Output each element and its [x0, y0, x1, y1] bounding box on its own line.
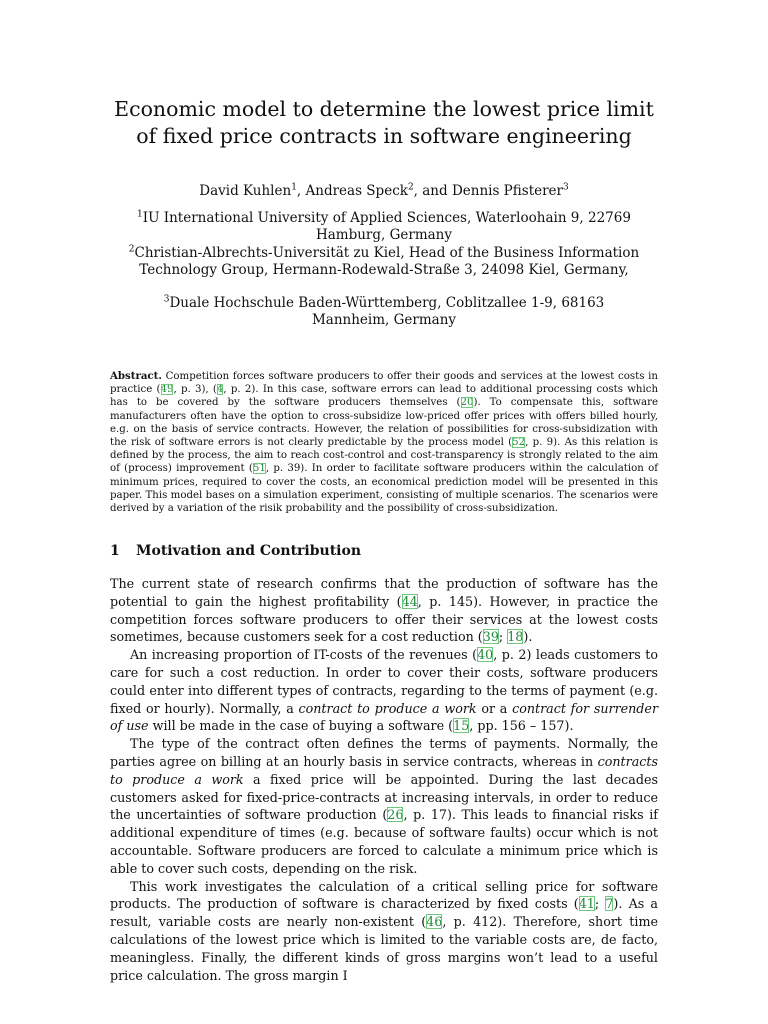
citation-link[interactable]: 46: [426, 914, 443, 930]
paragraph-text: The current state of research confirms that the production of software has the potential to gain the highest profitability (: [110, 576, 658, 609]
citation-link[interactable]: 7: [605, 896, 614, 912]
affiliation-line: [90, 245, 678, 262]
emphasis-text: contract for surrender of use: [110, 700, 659, 734]
author-separator: , and: [413, 183, 452, 199]
citation-link[interactable]: 52: [512, 437, 526, 449]
author-affiliation-mark: 1: [291, 182, 297, 193]
author-name: Dennis Pfisterer: [451, 183, 564, 199]
abstract-text: , p. 9). As this relation is defined by the process, the aim to reach cost-control and cost-transparency is strongly related to the aim of (process) improvement (: [110, 437, 658, 475]
paragraph-text: will be made in the case of buying a software (: [148, 718, 454, 734]
affiliation-1: [90, 210, 678, 244]
title-line-1: Economic model to determine the lowest price limit: [114, 97, 654, 121]
affiliation-text: Duale Hochschule Baden-Württemberg, Coblitzallee 1-9, 68163: [169, 295, 605, 311]
abstract-text: Competition forces software producers to offer their goods and services at the lowest costs in practice (: [110, 371, 658, 396]
paragraph-text: , p. 412). Therefore, short time calculations of the lowest price which is limited to the variable costs are, de facto, meaningless. Finally, the different kinds of gross margins won’t lead to a useful price calculation. The gross margin I: [110, 914, 658, 983]
abstract-text: , p. 3), (: [173, 384, 217, 396]
author-name: Andreas Speck: [305, 183, 408, 199]
affiliation-text: Christian-Albrechts-Universität zu Kiel, Head of the Business Information: [134, 245, 640, 261]
paragraph-text: ). As a result, variable costs are nearly non-existent (: [110, 896, 658, 930]
affiliation-line: [90, 295, 678, 312]
citation-link[interactable]: 18: [507, 629, 524, 645]
affiliation-text: IU International University of Applied Sciences, Waterloohain 9, 22769: [142, 210, 631, 226]
affiliation-text: Mannheim, Germany: [311, 312, 457, 328]
paper-title: [60, 96, 708, 150]
citation-link[interactable]: 20: [460, 397, 474, 409]
citation-link[interactable]: 51: [252, 463, 266, 475]
author-affiliation-mark: 3: [563, 182, 569, 193]
paragraph-text: , pp. 156 – 157).: [469, 718, 574, 734]
abstract: [110, 370, 658, 515]
paragraph-text: ;: [498, 629, 508, 645]
section-number: 1: [110, 543, 120, 559]
affiliation-text: Technology Group, Hermann-Rodewald-Straße 3, 24098 Kiel, Germany,: [139, 262, 629, 278]
paragraph: [110, 646, 658, 735]
paragraph-text: , p. 2) leads customers to care for such a cost reduction. In order to cover their costs, software producers could enter into different types of contracts, regarding to the terms of payment (e.g. fixed or hourly). Normally, a: [110, 647, 659, 716]
emphasis-text: contracts to produce a work: [110, 753, 658, 787]
paragraph-text: a fixed price will be appointed. During the last decades customers asked for fixed-price-contracts at increasing intervals, in order to reduce the uncertainties of software production (: [110, 771, 658, 823]
abstract-label: Abstract.: [110, 370, 162, 382]
citation-link[interactable]: 49: [160, 384, 174, 396]
abstract-text: , p. 39). In order to facilitate software producers within the calculation of minimum prices, required to cover the costs, an economical prediction model will be presented in this paper. This model bases on a simulation experiment, consisting of multiple scenarios. The scenarios were derived by a variation of the risik probability and the possibility of cross-subsidization.: [110, 463, 658, 515]
section-title: Motivation and Contribution: [136, 543, 362, 559]
paragraph-text: This work investigates the calculation of a critical selling price for software products. The production of software is characterized by fixed costs (: [110, 878, 658, 912]
paragraph-text: ).: [523, 629, 533, 645]
citation-link[interactable]: 15: [453, 718, 470, 734]
affiliation-2: [90, 245, 678, 279]
section-heading: [110, 543, 361, 559]
body-text: [110, 575, 658, 984]
paragraph-text: , p. 17). This leads to financial risks if additional expenditure of times (e.g. because of software faults) occur which is not accountable. Software producers are forced to calculate a minimum price which is able to cover such costs, depending on the risk.: [110, 807, 658, 876]
citation-link[interactable]: 44: [401, 593, 418, 609]
author-name: David Kuhlen: [199, 183, 292, 199]
paragraph-text: or a: [476, 700, 513, 716]
affiliation-mark: 3: [163, 294, 170, 305]
title-line-2: of fixed price contracts in software engineering: [136, 124, 632, 148]
paragraph-text: The type of the contract often defines the terms of payments. Normally, the parties agree on billing at an hourly basis in service contracts, whereas in: [110, 736, 658, 769]
affiliation-line: [90, 210, 678, 227]
affiliation-mark: 2: [128, 244, 135, 255]
author-list: [60, 182, 708, 200]
paragraph-text: An increasing proportion of IT-costs of the revenues (: [130, 647, 478, 663]
affiliation-3: [90, 295, 678, 329]
paragraph-text: ;: [594, 896, 606, 912]
citation-link[interactable]: 4: [216, 384, 224, 396]
abstract-text: ). To compensate this, software manufacturers often have the option to cross-subsidize low-priced offer prices with offers billed hourly, e.g. on the basis of service contracts. However, the relation of possibilities for cross-subsidization with the risk of software errors is not clearly predictable by the process model (: [110, 397, 658, 449]
paragraph: [110, 735, 658, 877]
abstract-text: , p. 2). In this case, software errors can lead to additional processing costs which has to be covered by the software producers themselves (: [110, 384, 659, 409]
paragraph-text: , p. 145). However, in practice the competition forces software producers to offer their services at the lowest costs sometimes, because customers seek for a cost reduction (: [110, 593, 658, 645]
paragraph: [110, 878, 658, 985]
citation-link[interactable]: 39: [482, 629, 499, 645]
affiliation-mark: 1: [137, 209, 143, 220]
citation-link[interactable]: 40: [477, 647, 494, 663]
citation-link[interactable]: 41: [578, 896, 595, 912]
emphasis-text: contract to produce a work: [298, 700, 477, 716]
author-affiliation-mark: 2: [407, 182, 414, 193]
author-separator: ,: [296, 183, 306, 199]
paragraph: [110, 575, 658, 646]
citation-link[interactable]: 26: [387, 807, 404, 823]
affiliation-text: Hamburg, Germany: [315, 227, 453, 243]
